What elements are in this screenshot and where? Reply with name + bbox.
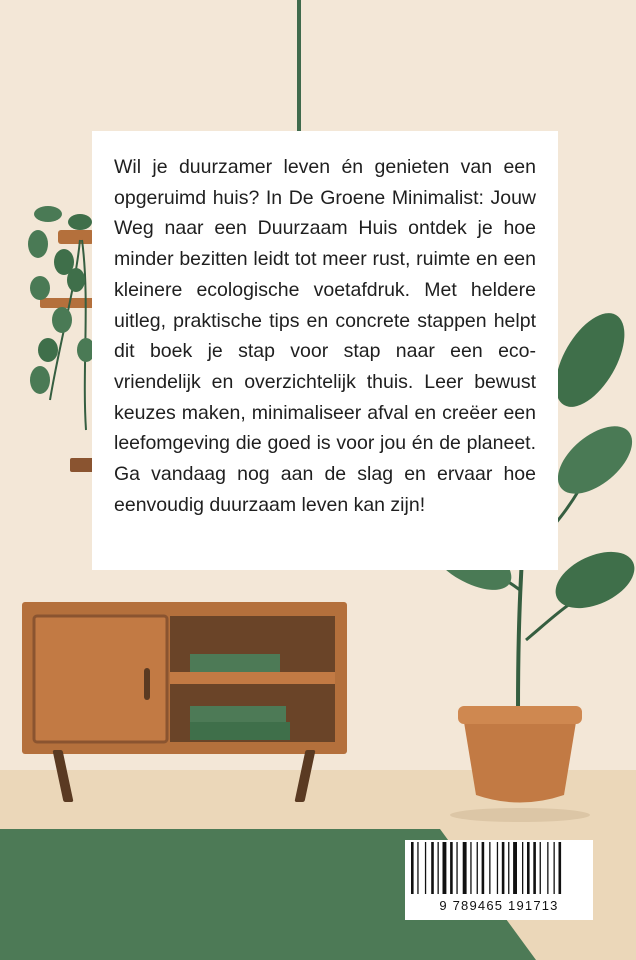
sideboard [22, 602, 347, 754]
blurb-text: Wil je duurzamer leven én genieten van een opgeruimd huis? In De Groene Minimalist: Jouw Weg naar een Duurzaam Huis ontdek je hoe minder bezitten leidt tot meer rust, ruimte en een kleinere ecologische voetafdruk. Met heldere uitleg, praktische tips en concrete stappen helpt dit boek je stap voor stap naar een eco-vriendelijk en overzichtelijk thuis. Leer bewust keuzes maken, minimaliseer afval en creëer een leefomgeving die goed is voor jou én de planeet. Ga vandaag nog aan de slag en ervaar hoe eenvoudig duurzaam leven kan zijn! [114, 156, 536, 516]
barcode [405, 840, 593, 920]
barcode-bars [409, 842, 589, 894]
blurb-panel [92, 131, 558, 570]
pendant-cord [297, 0, 301, 135]
isbn-number: 9 789465 191713 [439, 898, 559, 913]
